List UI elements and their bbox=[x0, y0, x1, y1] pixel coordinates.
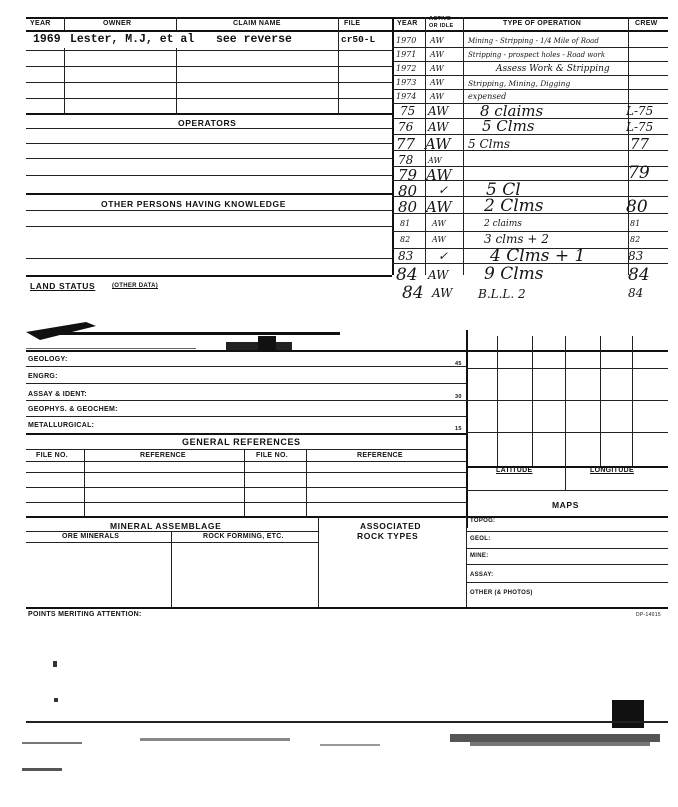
land-status-sub-label: (OTHER DATA) bbox=[112, 283, 159, 289]
col-sep bbox=[64, 17, 65, 30]
log-year: 1972 bbox=[396, 64, 417, 73]
maps-label: MAPS bbox=[552, 500, 579, 510]
mineral-col-sep bbox=[171, 531, 172, 607]
log-operation: 2 Clms bbox=[484, 196, 544, 216]
log-year: 79 bbox=[398, 166, 418, 184]
log-crew: 79 bbox=[628, 163, 650, 183]
log-operation: 5 Clms bbox=[468, 137, 511, 151]
grid-col bbox=[600, 336, 601, 466]
geology-label: GEOLOGY: bbox=[28, 356, 68, 363]
owner-row-rule bbox=[26, 66, 392, 67]
ref-col-sep bbox=[84, 449, 85, 516]
rock-types-label: ROCK TYPES bbox=[357, 531, 419, 541]
maps-row-rule bbox=[466, 531, 668, 532]
grid-col bbox=[532, 336, 533, 466]
log-year: 84 bbox=[402, 283, 424, 303]
log-row-rule bbox=[392, 47, 668, 48]
mineral-assemblage-label: MINERAL ASSEMBLAGE bbox=[110, 521, 222, 531]
log-crew: 82 bbox=[630, 235, 641, 244]
ref-reference-label: REFERENCE bbox=[357, 452, 403, 459]
log-year: 75 bbox=[400, 104, 416, 118]
scan-speck bbox=[54, 698, 58, 702]
points-top-rule bbox=[26, 607, 668, 609]
log-operation: 3 clms + 2 bbox=[484, 232, 549, 246]
log-year: 1973 bbox=[396, 78, 417, 87]
engrg-label: ENGRG: bbox=[28, 373, 58, 380]
tech-row-rule bbox=[26, 400, 466, 401]
header-type-label: TYPE OF OPERATION bbox=[503, 20, 582, 27]
log-crew: L-75 bbox=[626, 104, 654, 118]
log-status: AW bbox=[430, 64, 444, 73]
assay-label: ASSAY & IDENT: bbox=[28, 391, 88, 398]
other-persons-label: OTHER PERSONS HAVING KNOWLEDGE bbox=[101, 199, 287, 209]
operators-row-rule bbox=[26, 158, 392, 159]
header-crew-label: CREW bbox=[635, 20, 658, 27]
log-operation: Stripping - prospect holes - Road work bbox=[468, 51, 606, 59]
maps-row-rule bbox=[466, 582, 668, 583]
log-crew: 80 bbox=[626, 197, 648, 217]
log-operation: 4 Clms + 1 bbox=[490, 246, 586, 266]
ref-reference-label: REFERENCE bbox=[140, 452, 186, 459]
log-operation: 5 Cl bbox=[486, 180, 521, 200]
points-meriting-label: POINTS MERITING ATTENTION: bbox=[28, 611, 142, 618]
tech-row-rule bbox=[26, 383, 466, 384]
topog-label: TOPOG: bbox=[470, 518, 496, 524]
log-status: AW bbox=[426, 198, 452, 216]
maps-left-border bbox=[466, 516, 467, 607]
log-status: AW bbox=[430, 78, 444, 87]
log-year: 82 bbox=[400, 235, 411, 244]
log-crew: 81 bbox=[630, 219, 641, 228]
log-row-rule bbox=[392, 61, 668, 62]
log-year: 80 bbox=[398, 198, 418, 216]
header-idle-label: OR IDLE bbox=[429, 23, 454, 29]
other-photos-label: OTHER (& PHOTOS) bbox=[470, 590, 533, 596]
tech-bottom-rule bbox=[26, 433, 466, 435]
log-operation: 2 claims bbox=[484, 219, 522, 229]
col-sep bbox=[176, 17, 177, 30]
log-status: AW bbox=[425, 135, 451, 153]
log-year: 1974 bbox=[396, 92, 417, 101]
log-col-sep bbox=[628, 17, 629, 275]
log-status: AW bbox=[428, 120, 449, 134]
operators-row-rule bbox=[26, 143, 392, 144]
grid-col bbox=[565, 336, 566, 466]
log-operation: Assess Work & Stripping bbox=[496, 64, 610, 74]
grid-row bbox=[466, 400, 668, 401]
log-status: ✓ bbox=[438, 249, 449, 263]
log-status: AW bbox=[428, 156, 442, 165]
operators-label: OPERATORS bbox=[178, 118, 237, 128]
grid-col bbox=[497, 336, 498, 466]
log-crew: 84 bbox=[628, 265, 650, 285]
log-status: AW bbox=[432, 286, 453, 300]
ref-row-rule bbox=[26, 487, 466, 488]
log-left-border bbox=[392, 17, 394, 275]
ref-file-no-label: FILE NO. bbox=[36, 452, 68, 459]
log-operation: 5 Clms bbox=[482, 117, 535, 135]
ref-bottom-rule bbox=[26, 516, 668, 518]
owner-col-sep bbox=[176, 48, 177, 113]
log-operation: 9 Clms bbox=[484, 264, 544, 284]
header-file-label: FILE bbox=[344, 20, 361, 27]
tech-row-rule bbox=[26, 366, 466, 367]
owner-entry-owner: Lester, M.J, et al bbox=[70, 33, 195, 46]
scan-speck bbox=[22, 768, 62, 771]
log-status: AW bbox=[432, 235, 446, 244]
log-year: 1971 bbox=[396, 50, 417, 59]
land-status-bottom-rule bbox=[26, 350, 668, 352]
operators-top-rule bbox=[26, 113, 392, 115]
metallurgical-label: METALLURGICAL: bbox=[28, 422, 95, 429]
ref-rule bbox=[26, 461, 466, 462]
ref-file-no-label: FILE NO. bbox=[256, 452, 288, 459]
geol-label: GEOL: bbox=[470, 536, 491, 542]
mineral-right-border bbox=[318, 516, 319, 607]
log-operation: 8 claims bbox=[480, 102, 544, 120]
assay-map-label: ASSAY: bbox=[470, 572, 494, 578]
owner-col-sep bbox=[64, 48, 65, 113]
scan-dark-block bbox=[612, 700, 644, 728]
scale-30: 30 bbox=[455, 394, 462, 400]
grid-row bbox=[466, 432, 668, 433]
ref-col-sep bbox=[306, 449, 307, 516]
geophys-label: GEOPHYS. & GEOCHEM: bbox=[28, 406, 118, 413]
owner-entry-file: cr50-L bbox=[341, 34, 376, 45]
other-persons-rule bbox=[26, 210, 392, 211]
log-operation: Stripping, Mining, Digging bbox=[468, 79, 571, 88]
log-status: AW bbox=[428, 268, 449, 282]
log-year: 76 bbox=[398, 120, 414, 134]
log-year: 84 bbox=[396, 265, 418, 285]
log-status: AW bbox=[428, 104, 449, 118]
log-crew: 84 bbox=[628, 286, 644, 300]
ref-col-sep bbox=[244, 449, 245, 516]
rock-forming-label: ROCK FORMING, ETC. bbox=[203, 533, 284, 540]
log-row-rule bbox=[392, 89, 668, 90]
log-year: 83 bbox=[398, 249, 414, 263]
land-status-label: LAND STATUS bbox=[30, 281, 96, 291]
mine-label: MINE: bbox=[470, 553, 489, 559]
log-crew: L-75 bbox=[626, 120, 654, 134]
general-references-label: GENERAL REFERENCES bbox=[182, 437, 301, 447]
owner-row-rule bbox=[26, 82, 392, 83]
scale-15: 15 bbox=[455, 426, 462, 432]
grid-col bbox=[632, 336, 633, 466]
log-crew: 83 bbox=[628, 249, 644, 263]
header-year2-label: YEAR bbox=[397, 20, 418, 27]
log-operation: B.L.L. 2 bbox=[478, 287, 526, 301]
grid-row bbox=[466, 368, 668, 369]
header-owner-label: OWNER bbox=[103, 20, 132, 27]
log-status: ✓ bbox=[438, 183, 449, 197]
ore-minerals-label: ORE MINERALS bbox=[62, 533, 120, 540]
maps-row-rule bbox=[466, 564, 668, 565]
log-row-rule bbox=[392, 75, 668, 76]
other-persons-top-rule bbox=[26, 193, 392, 195]
other-persons-bottom-rule bbox=[26, 275, 392, 277]
scan-speck bbox=[53, 661, 57, 667]
maps-row-rule bbox=[466, 548, 668, 549]
header-claim-name-label: CLAIM NAME bbox=[233, 20, 281, 27]
log-operation: expensed bbox=[468, 92, 507, 101]
lat-long-sep bbox=[565, 466, 566, 490]
owner-entry-claim-name: see reverse bbox=[216, 33, 292, 46]
tech-row-rule bbox=[26, 416, 466, 417]
owner-entry-year: 1969 bbox=[33, 33, 61, 46]
ref-rule bbox=[26, 449, 466, 450]
ref-row-rule bbox=[26, 472, 466, 473]
mineral-rule bbox=[26, 531, 318, 532]
log-col-sep bbox=[463, 17, 464, 275]
ref-row-rule bbox=[26, 502, 466, 503]
log-year: 1970 bbox=[396, 36, 417, 45]
latitude-label: LATITUDE bbox=[496, 467, 533, 474]
log-year: 80 bbox=[398, 182, 418, 200]
owner-row-rule bbox=[26, 98, 392, 99]
maps-top-rule bbox=[466, 490, 668, 491]
operators-row-rule bbox=[26, 175, 392, 176]
log-operation: Mining - Stripping - 1/4 Mile of Road bbox=[468, 37, 599, 45]
log-year: 77 bbox=[396, 135, 416, 153]
header-active-label: ACTIVE bbox=[429, 16, 451, 22]
log-status: AW bbox=[430, 50, 444, 59]
log-status: AW bbox=[426, 166, 452, 184]
log-year: 81 bbox=[400, 219, 411, 228]
scan-noise-band bbox=[20, 730, 670, 760]
scan-line bbox=[26, 721, 668, 723]
mineral-rule bbox=[26, 542, 318, 543]
other-persons-row-rule bbox=[26, 258, 392, 259]
form-number: DP-14015 bbox=[636, 612, 661, 618]
owner-row-rule bbox=[26, 50, 392, 51]
associated-label: ASSOCIATED bbox=[360, 521, 422, 531]
other-persons-row-rule bbox=[26, 226, 392, 227]
longitude-label: LONGITUDE bbox=[590, 467, 634, 474]
tech-right-border bbox=[466, 330, 468, 528]
log-status: AW bbox=[430, 36, 444, 45]
header-bottom-rule bbox=[26, 30, 668, 32]
scan-artifact-band bbox=[26, 318, 346, 352]
header-year-label: YEAR bbox=[30, 20, 51, 27]
scale-45: 45 bbox=[455, 361, 462, 367]
log-status: AW bbox=[432, 219, 446, 228]
log-status: AW bbox=[430, 92, 444, 101]
header-top-rule bbox=[26, 17, 668, 19]
log-year: 78 bbox=[398, 153, 414, 167]
log-crew: 77 bbox=[630, 135, 650, 153]
operators-rule bbox=[26, 128, 392, 129]
